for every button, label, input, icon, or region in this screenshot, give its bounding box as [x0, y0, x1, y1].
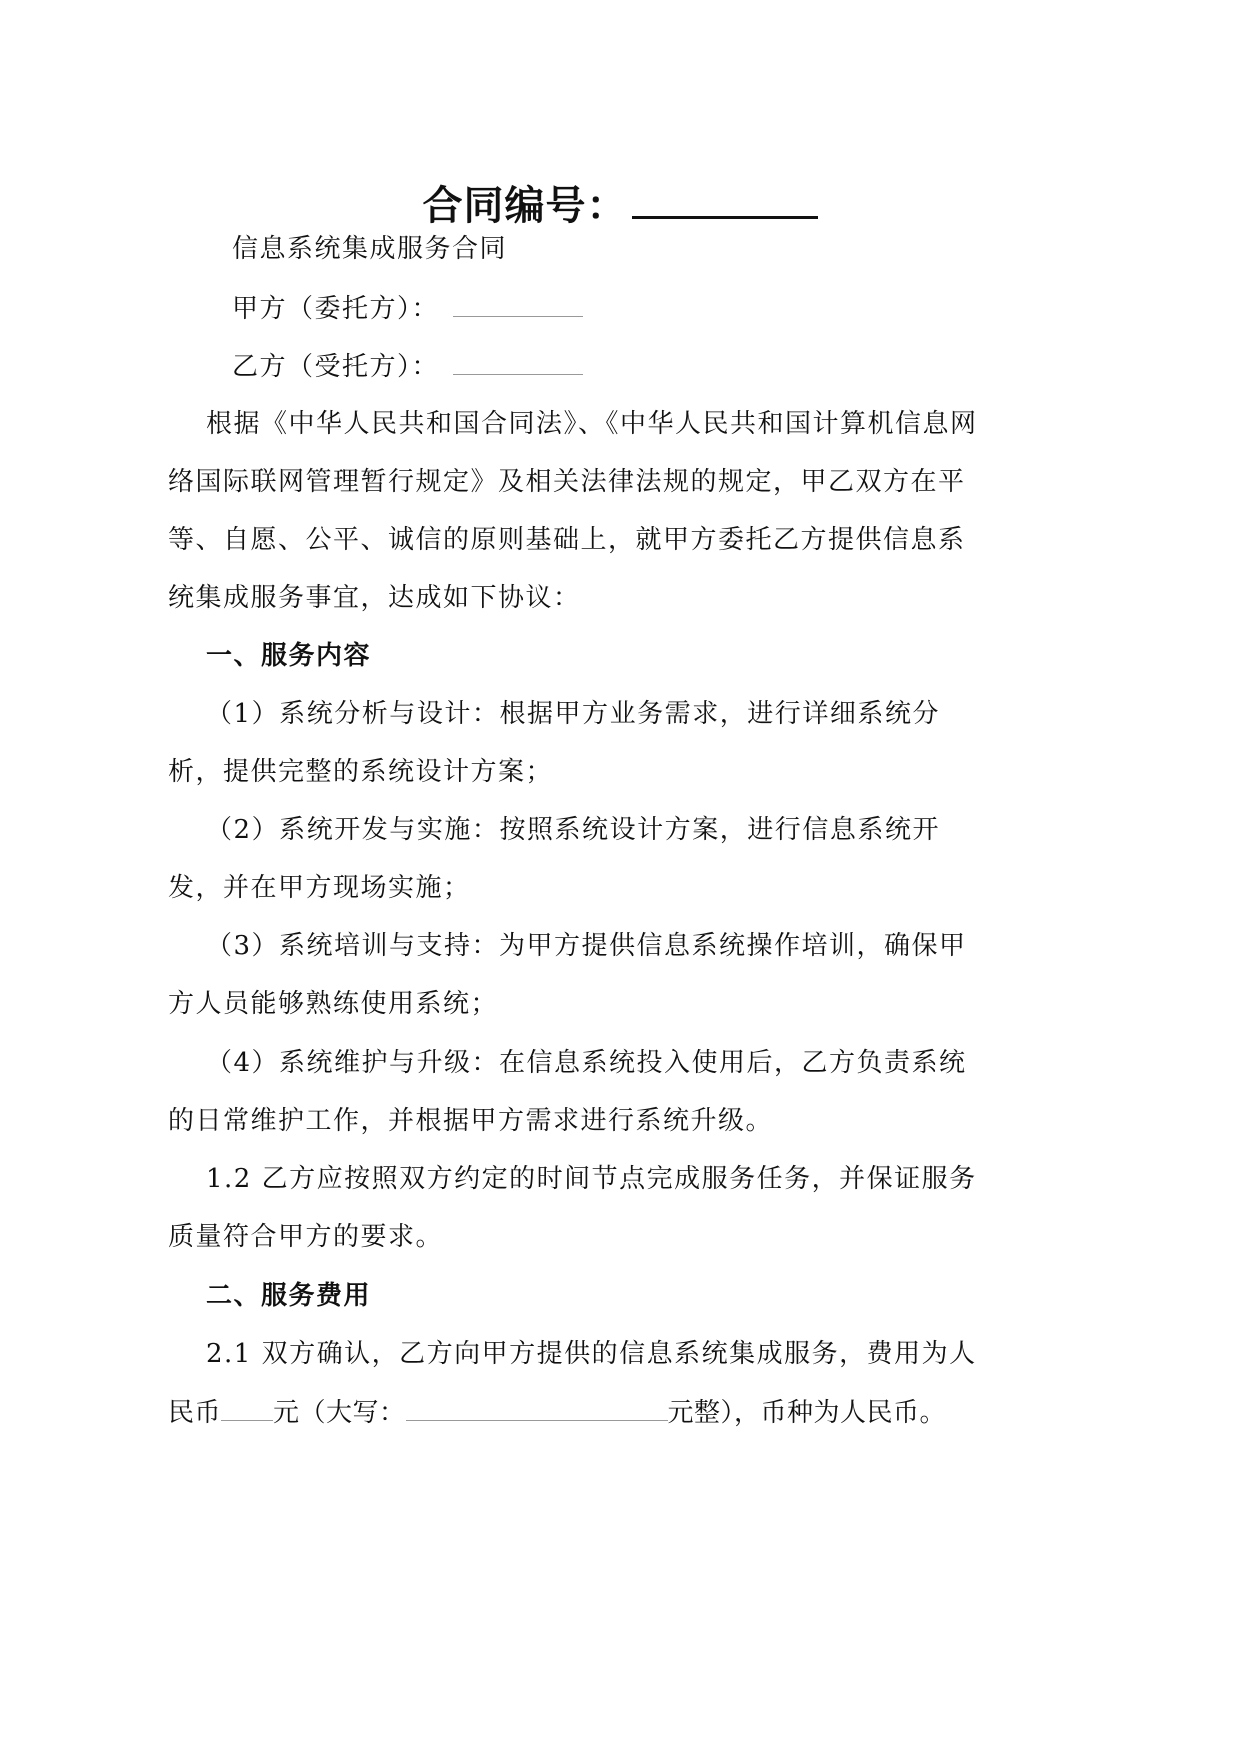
amount-numeric-blank[interactable] — [221, 1392, 273, 1421]
party-a-blank[interactable] — [453, 288, 583, 317]
preamble-line-2: 络国际联网管理暂行规定》及相关法律法规的规定，甲乙双方在平 — [168, 467, 966, 497]
service-item-1-line-1: （1）系统分析与设计：根据甲方业务需求，进行详细系统分 — [206, 699, 940, 729]
service-item-3-line-1: （3）系统培训与支持：为甲方提供信息系统操作培训，确保甲 — [206, 931, 967, 961]
party-a-label: 甲方（委托方）： — [232, 294, 440, 324]
service-item-4-line-1: （4）系统维护与升级：在信息系统投入使用后，乙方负责系统 — [206, 1048, 967, 1078]
service-item-1-line-2: 析，提供完整的系统设计方案； — [168, 757, 554, 787]
preamble-line-4: 统集成服务事宜，达成如下协议： — [168, 583, 581, 613]
service-item-4-line-2: 的日常维护工作，并根据甲方需求进行系统升级。 — [168, 1106, 774, 1136]
party-b-label: 乙方（受托方）： — [232, 352, 440, 382]
amount-words-blank[interactable] — [406, 1392, 668, 1421]
amount-suffix: 元整），币种为人民币。 — [667, 1398, 947, 1428]
service-item-2-line-1: （2）系统开发与实施：按照系统设计方案，进行信息系统开 — [206, 815, 940, 845]
clause-2-1-line-2 — [168, 1392, 1038, 1433]
title-text: 合同编号： — [422, 183, 628, 229]
preamble-line-3: 等、自愿、公平、诚信的原则基础上，就甲方委托乙方提供信息系 — [168, 525, 966, 555]
party-b-blank[interactable] — [453, 346, 583, 375]
clause-2-1-line-1: 2.1 双方确认，乙方向甲方提供的信息系统集成服务，费用为人 — [206, 1339, 977, 1369]
contract-number-title — [0, 172, 1240, 236]
party-a-line — [232, 288, 1102, 329]
contract-subtitle: 信息系统集成服务合同 — [232, 234, 508, 264]
preamble-line-1: 根据《中华人民共和国合同法》、《中华人民共和国计算机信息网 — [206, 409, 978, 439]
party-b-line — [232, 346, 1102, 387]
section-1-heading: 一、服务内容 — [206, 641, 372, 671]
service-item-2-line-2: 发，并在甲方现场实施； — [168, 873, 471, 903]
clause-1-2-line-1: 1.2 乙方应按照双方约定的时间节点完成服务任务，并保证服务 — [206, 1164, 977, 1194]
contract-number-blank[interactable] — [632, 172, 818, 219]
section-2-heading: 二、服务费用 — [206, 1281, 372, 1311]
amount-words-label: 元（大写： — [273, 1398, 406, 1428]
service-item-3-line-2: 方人员能够熟练使用系统； — [168, 989, 499, 1019]
currency-prefix: 民币 — [168, 1398, 222, 1428]
clause-1-2-line-2: 质量符合甲方的要求。 — [168, 1222, 444, 1252]
